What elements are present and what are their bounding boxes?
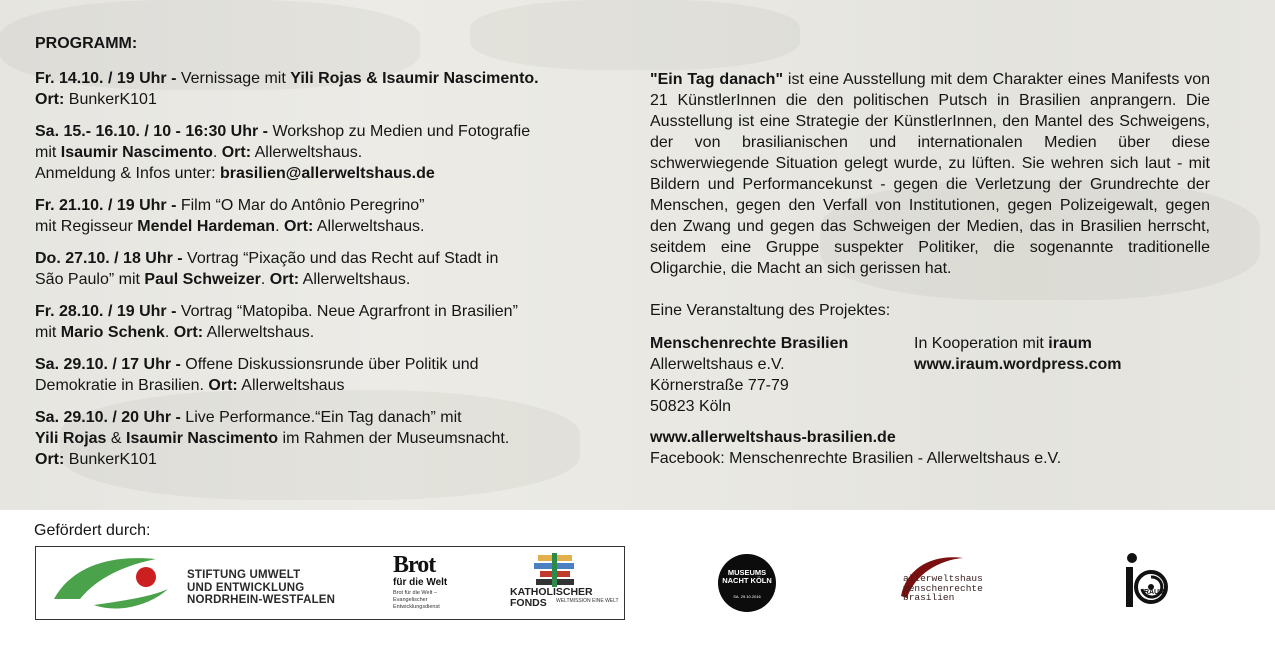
program-column: [35, 33, 625, 481]
website-link[interactable]: www.allerweltshaus-brasilien.de: [650, 429, 896, 446]
katholischer-fonds-name: KATHOLISCHER FONDS: [510, 586, 593, 609]
brot-subtext: Brot für die Welt – Evangelischer Entwicklungsdienst: [393, 590, 440, 610]
program-event: Sa. 15.- 16.10. / 10 - 16:30 Uhr - Workshop zu Medien und Fotografie mit Isaumir Nascimento. Ort: Allerweltshaus. Anmeldung & Infos unter: brasilien@allerweltshaus.de: [35, 123, 531, 182]
iraum-website-link[interactable]: www.iraum.wordpress.com: [914, 356, 1122, 373]
program-event: Sa. 29.10. / 17 Uhr - Offene Diskussionsrunde über Politik und Demokratie in Brasilien. Ort: Allerweltshaus: [35, 356, 479, 394]
funded-by-label: Gefördert durch:: [34, 522, 151, 539]
iraum-logo: IRAUM: [1122, 551, 1170, 611]
iraum-spiral-icon: [1122, 551, 1170, 611]
nrw-foundation-logo-icon: [46, 547, 186, 619]
contact-block: [650, 333, 1210, 417]
brot-logo: Brot: [393, 552, 436, 578]
katholischer-fonds-icon: [526, 553, 586, 589]
email-link[interactable]: brasilien@allerweltshaus.de: [220, 165, 435, 182]
program-event: Sa. 29.10. / 20 Uhr - Live Performance.“Ein Tag danach” mit Yili Rojas & Isaumir Nascimento im Rahmen der Museumsnacht. Ort: BunkerK101: [35, 409, 510, 468]
program-event: Do. 27.10. / 18 Uhr - Vortrag “Pixação und das Recht auf Stadt in São Paulo” mit Paul Schweizer. Ort: Allerweltshaus.: [35, 250, 499, 288]
org-name: Menschenrechte Brasilien: [650, 335, 849, 352]
nrw-foundation-name: STIFTUNG UMWELT UND ENTWICKLUNG NORDRHEIN-WESTFALEN: [187, 569, 336, 606]
event-of-label: Eine Veranstaltung des Projektes:: [650, 302, 891, 319]
allerweltshaus-logo: allerweltshaus menschenrechte brasilien: [897, 552, 1007, 608]
contact-address: Menschenrechte Brasilien Allerweltshaus e.V. Körnerstraße 77-79 50823 Köln: [650, 335, 849, 415]
cooperation: In Kooperation mit iraum www.iraum.wordpress.com: [914, 335, 1122, 373]
program-event: Fr. 14.10. / 19 Uhr - Vernissage mit Yili Rojas & Isaumir Nascimento. Ort: BunkerK101: [35, 70, 539, 108]
description-column: [650, 69, 1210, 469]
facebook-text: Facebook: Menschenrechte Brasilien - Allerweltshaus e.V.: [650, 450, 1062, 467]
description-text: "Ein Tag danach" ist eine Ausstellung mit dem Charakter eines Manifests von 21 KünstlerInnen die den politischen Putsch in Brasilien anprangern. Die Ausstellung ist eine Strategie der KünstlerInnen, den Mantel des Schweigens, der von brasilianischen und internationalen Medien über diese schwerwiegende Situation gelegt wurde, zu lüften. Sie wehren sich laut - mit Bildern und Performancekunst - gegen die Verletzung der Grundrechte der Menschen, gegen den Verfall von Institutionen, gegen Polizeigewalt, gegen den Zwang und gegen das Schweigen der Medien, das in Brasilien herrscht, seitdem eine Gruppe suspekter Politiker, die sogenannte traditionelle Oligarchie, die Macht an sich gerissen hat.: [650, 71, 1211, 277]
program-heading: PROGRAMM:: [35, 35, 138, 52]
program-event: Fr. 28.10. / 19 Uhr - Vortrag “Matopiba. Neue Agrarfront in Brasilien” mit Mario Schenk. Ort: Allerweltshaus.: [35, 303, 518, 341]
exhibition-title: "Ein Tag danach": [650, 71, 784, 88]
museumsnacht-logo: MUSEUMS NACHT KÖLN SA. 29.10.2016: [718, 554, 776, 612]
program-event: Fr. 21.10. / 19 Uhr - Film “O Mar do Antônio Peregrino” mit Regisseur Mendel Hardeman. Ort: Allerweltshaus.: [35, 197, 425, 235]
sponsor-logos: STIFTUNG UMWELT UND ENTWICKLUNG NORDRHEIN-WESTFALEN Brot für die Welt Brot für die Welt – Evangelischer Entwicklungsdienst KATHOLISCHER FONDS WELTMISSION EINE WELT: [35, 546, 625, 620]
